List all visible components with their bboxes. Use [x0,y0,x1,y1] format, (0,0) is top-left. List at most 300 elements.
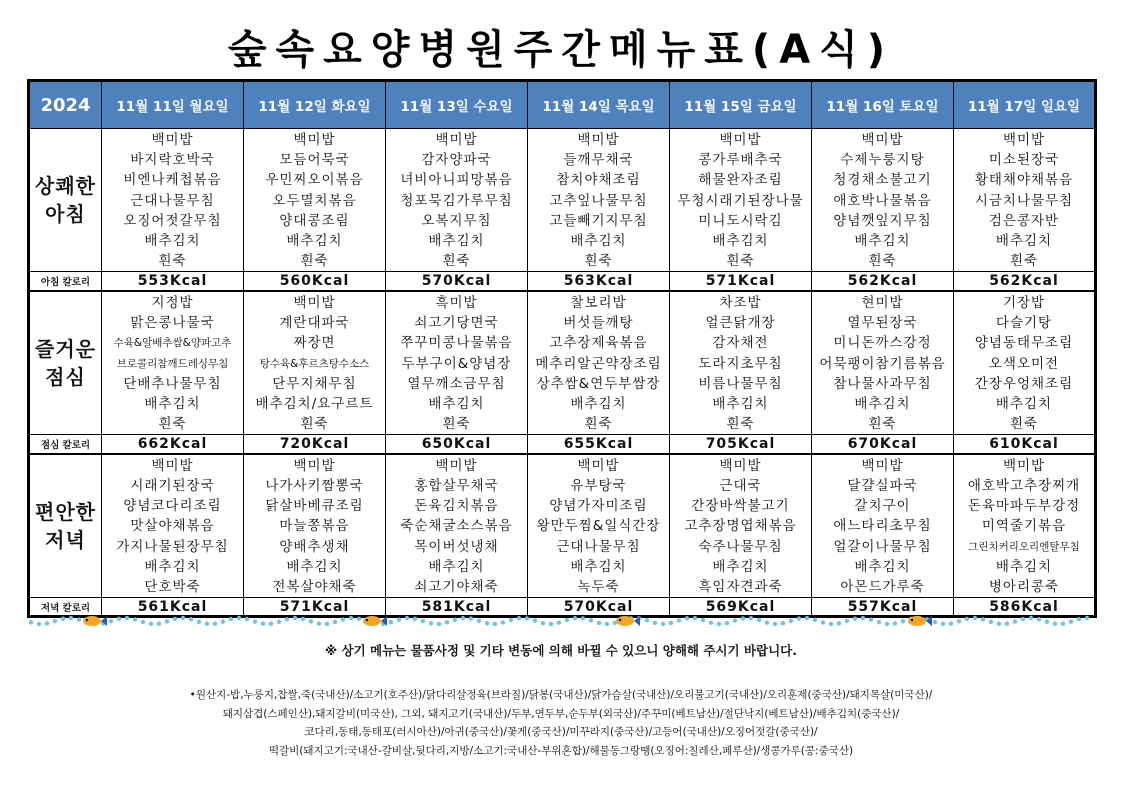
bubble-dot [37,622,41,626]
bubble-dot [309,619,313,623]
menu-cell [954,454,1096,598]
menu-item: 애느타리초무침 [833,518,932,535]
bubble-dot [829,622,833,626]
menu-cell [670,454,812,598]
bubble-dot [533,618,537,622]
day-header: 11월 11일 월요일 [102,81,244,129]
breakfast-calorie-row [29,272,1096,291]
bubble-dot [797,616,801,620]
menu-item: 황태채야채볶음 [974,172,1074,189]
bubble-dot [341,617,345,621]
bubble-dot [853,616,857,620]
bubble-dot [949,621,953,625]
calorie-value: 571Kcal [670,272,812,291]
menu-item: 오두멸치볶음 [272,192,357,209]
menu-item: 도라지초무침 [698,355,783,372]
bubble-dot [1061,622,1065,626]
bubble-dot [405,616,409,620]
day-header: 11월 16일 토요일 [812,81,954,129]
bubble-dot [589,618,593,622]
bubble-dot [605,622,609,626]
calorie-label: 점심 칼로리 [29,435,102,454]
bubble-dot [869,617,873,621]
menu-item: 짜장면 [293,335,336,352]
menu-item: 메추리알곤약장조림 [535,355,662,372]
menu-cell [102,129,244,272]
bubble-dot [573,616,577,620]
menu-item: 두부구이&양념장 [401,355,512,372]
menu-item: 백미밥 [293,132,336,148]
calorie-value: 561Kcal [102,598,244,617]
bubble-dot [461,616,465,620]
menu-item: 애호박고추장찌개 [967,478,1081,495]
bubble-dot [181,616,185,620]
bubble-dot [453,618,457,622]
menu-item: 비름나물무침 [698,375,783,392]
menu-item: 간장바싹불고기 [691,498,790,515]
menu-item: 배추김치 [854,558,911,575]
calorie-value: 586Kcal [954,598,1096,617]
menu-item: 오색오미전 [988,355,1060,372]
menu-item: 돈육마파두부강정 [967,498,1081,515]
menu-item: 브로콜리참깨드레싱무침 [116,357,229,370]
bubble-dot [933,620,937,624]
menu-item: 왕만두찜&일식간장 [536,518,661,535]
bubble-dot [429,621,433,625]
menu-cell [244,291,386,435]
menu-item: 쇠고기야채죽 [414,579,499,596]
menu-item: 애호박나물볶음 [833,192,932,209]
menu-cell [812,291,954,435]
meal-label-line: 아침 [45,202,86,227]
calorie-label: 저녁 칼로리 [29,598,102,617]
menu-item: 기장밥 [1002,294,1046,311]
meal-label-line: 즐거운 [35,337,96,362]
menu-cell [670,129,812,272]
bubble-dot [957,619,961,623]
menu-item: 나가사키짬뽕국 [265,478,364,495]
calorie-value: 560Kcal [244,272,386,291]
menu-item: 흰죽 [300,253,329,270]
menu-item: 콩가루배추국 [698,152,783,169]
bubble-dot [485,621,489,625]
bubble-dot [413,617,417,621]
bubble-dot [645,618,649,622]
bubble-dot [69,616,73,620]
bubble-dot [517,616,521,620]
bubble-dot [581,616,585,620]
menu-item: 양념코다리조림 [123,498,222,515]
menu-item: 버섯들깨탕 [563,315,634,332]
calorie-value: 562Kcal [812,272,954,291]
menu-item: 닭살바베큐조림 [265,498,364,515]
calorie-value: 562Kcal [954,272,1096,291]
bubble-dot [253,619,257,623]
meal-label [29,291,102,435]
header-row [29,81,1096,129]
menu-item: 배추김치 [712,395,769,412]
bubble-dot [389,620,393,624]
bubble-dot [685,616,689,620]
menu-item: 아몬드가루죽 [840,579,925,596]
bubble-dot [157,621,161,625]
bubble-dot [269,622,273,626]
menu-item: 백미밥 [861,132,904,148]
bubble-dot [245,617,249,621]
bubble-dot [1053,622,1057,626]
lunch-row [29,291,1096,435]
menu-item: 무청시래기된장나물 [677,192,804,209]
menu-item: 얼큰닭개장 [705,315,776,332]
menu-cell [670,291,812,435]
bubble-dot [973,616,977,620]
menu-item: 흑미밥 [435,294,478,311]
calorie-value: 570Kcal [528,598,670,617]
bubble-dot [277,620,281,624]
menu-item: 목이버섯냉채 [414,538,499,555]
meal-label [29,454,102,598]
menu-item: 백미밥 [151,457,194,474]
bubble-dot [1077,617,1081,621]
bubble-dot [877,620,881,624]
bubble-dot [165,619,169,623]
bubble-dot [493,622,497,626]
bubble-dot [477,619,481,623]
menu-item: 돈육김치볶음 [414,498,499,515]
menu-item: 쭈꾸미콩나물볶음 [400,335,513,352]
bubble-dot [965,617,969,621]
bubble-dot [677,618,681,622]
menu-item: 감자양파국 [421,152,492,169]
bubble-dot [221,619,225,623]
menu-item: 고들빼기지무침 [549,212,648,229]
menu-item: 가지나물된장무침 [116,538,229,555]
menu-item: 들깨무채국 [563,152,634,169]
menu-item: 단무지채무침 [272,375,357,392]
origin-line: 떡갈비(돼지고기:국내산-갈비살,뒷다리,지방/소고기:국내산-부위혼합)/해물동그랑땡(오징어:칠레산,페루산)/생콩가루(콩:중국산) [268,744,854,757]
menu-item: 배추김치 [712,558,769,575]
calorie-value: 670Kcal [812,435,954,454]
menu-item: 백미밥 [293,294,336,311]
menu-cell [528,129,670,272]
bubble-dot [741,616,745,620]
menu-cell [102,454,244,598]
calorie-value: 610Kcal [954,435,1096,454]
menu-item: 오징어젓갈무침 [123,212,222,229]
wave-decoration [27,614,1097,628]
menu-cell [386,291,528,435]
weekly-menu-table [27,79,1097,618]
bubble-dot [885,622,889,626]
menu-item: 배추김치 [286,558,343,575]
bubble-dot [333,620,337,624]
bubble-dot [133,617,137,621]
calorie-value: 563Kcal [528,272,670,291]
calorie-value: 569Kcal [670,598,812,617]
bubble-dot [773,622,777,626]
menu-item: 흰죽 [158,253,187,270]
bubble-dot [557,620,561,624]
menu-item: 상추쌈&연두부쌈장 [536,375,661,392]
menu-item: 우민찌오이볶음 [265,172,364,189]
menu-item: 죽순채굴소스볶음 [400,518,513,535]
bubble-dot [53,619,57,623]
bubble-dot [469,616,473,620]
menu-item: 근대국 [719,478,762,495]
meal-label-line: 저녁 [45,528,86,553]
menu-item: 백미밥 [151,132,194,148]
menu-item: 지정밥 [151,294,194,311]
bubble-dot [845,619,849,623]
menu-item: 배추김치 [854,395,911,412]
bubble-dot [29,620,33,624]
menu-item: 마늘쫑볶음 [279,518,350,535]
menu-item: 미소된장국 [988,152,1060,169]
bubble-dot [749,616,753,620]
notice-text: ※ 상기 메뉴는 물품사정 및 기타 변동에 의해 바뀔 수 있으니 양해해 주시기 바랍니다. [325,643,797,658]
bubble-dot [205,622,209,626]
menu-cell [244,454,386,598]
menu-item: 시금치나물무침 [974,192,1074,209]
bubble-dot [981,617,985,621]
dinner-row [29,454,1096,598]
menu-item: 배추김치 [995,233,1053,250]
menu-item: 차조밥 [719,294,762,311]
bubble-dot [549,622,553,626]
menu-item: 배추김치 [428,558,485,575]
menu-item: 갈치구이 [854,498,911,515]
calorie-value: 650Kcal [386,435,528,454]
menu-item: 참치야채조림 [556,172,641,189]
origin-line: 돼지삼겹(스페인산),돼지갈비(미국산), 그외, 돼지고기(국내산)/두부,연두부,순두부(외국산)/주꾸미(베트남산)/절단낙지(베트남산)/배추김치(중국산)/ [222,707,900,720]
menu-item: 배추김치 [144,558,201,575]
calorie-value: 571Kcal [244,598,386,617]
menu-item: 백미밥 [719,132,762,148]
menu-item: 숙주나물무침 [698,538,783,555]
menu-item: 얼갈이나물무침 [833,538,932,555]
menu-item: 홍합살무채국 [414,478,499,495]
menu-cell [954,291,1096,435]
bubble-dot [189,617,193,621]
bubble-dot [237,616,241,620]
menu-item: 흰죽 [158,416,187,433]
bubble-dot [421,619,425,623]
bubble-dot [733,618,737,622]
year-header: 2024 [29,81,102,129]
bubble-dot [757,618,761,622]
menu-item: 흰죽 [584,416,613,433]
bubble-dot [725,621,729,625]
menu-item: 맑은콩나물국 [130,315,215,332]
bubble-dot [125,616,129,620]
menu-item: 탕수육&후르츠탕수소스 [259,357,370,370]
bubble-dot [149,622,153,626]
bubble-dot [653,621,657,625]
meal-label-line: 편안한 [35,500,96,525]
page-title: 숲속요양병원주간메뉴표(A식) [227,27,895,73]
bubble-dot [357,617,361,621]
bubble-dot [397,617,401,621]
bubble-dot [525,616,529,620]
bubble-dot [1037,617,1041,621]
menu-cell [528,291,670,435]
bubble-dot [77,617,81,621]
bubble-dot [317,621,321,625]
menu-item: 배추김치 [854,233,911,250]
menu-item: 배추김치 [570,395,627,412]
menu-item: 흰죽 [442,253,471,270]
menu-item: 다슬기탕 [995,315,1053,332]
bubble-dot [765,620,769,624]
bubble-dot [901,619,905,623]
calorie-value: 662Kcal [102,435,244,454]
menu-item: 청포묵김가루무침 [400,192,513,209]
fish-icon [908,616,932,626]
menu-item: 감자채전 [712,335,769,352]
bubble-dot [325,622,329,626]
menu-item: 배추김치 [428,395,485,412]
bubble-dot [173,617,177,621]
calorie-value: 655Kcal [528,435,670,454]
menu-item: 흰죽 [584,253,613,270]
day-header: 11월 14일 목요일 [528,81,670,129]
menu-cell [386,454,528,598]
bubble-dot [1021,617,1025,621]
menu-item: 쇠고기당면국 [414,315,499,332]
calorie-value: 557Kcal [812,598,954,617]
bubble-dot [445,620,449,624]
bubble-dot [1005,621,1009,625]
menu-item: 비엔나케첩볶음 [123,172,222,189]
bubble-dot [61,617,65,621]
menu-cell [386,129,528,272]
menu-item: 전복살야채죽 [272,579,357,596]
menu-item: 흑임자견과죽 [698,579,783,596]
menu-item: 배추김치 [144,395,201,412]
day-header: 11월 12일 화요일 [244,81,386,129]
bubble-dot [197,620,201,624]
bubble-dot [285,617,289,621]
menu-item: 배추김치 [286,233,343,250]
menu-item: 흰죽 [868,416,897,433]
menu-item: 배추김치 [995,558,1053,575]
menu-item: 근대나물무침 [556,538,641,555]
menu-item: 그린치커리오리엔탈무침 [968,540,1080,553]
bubble-dot [437,622,441,626]
menu-item: 배추김치 [995,395,1053,412]
menu-item: 백미밥 [1002,132,1046,148]
menu-item: 해물완자조림 [698,172,783,189]
bubble-dot [661,622,665,626]
bubble-dot [597,621,601,625]
origin-line: •원산지-밥,누룽지,찹쌀,죽(국내산)/소고기(호주산)/닭다리살정육(브라질)/닭봉(국내산)/닭가슴살(국내산)/오리불고기(국내산)/오리훈제(중국산)/돼지목살(미국산)/ [189,689,933,701]
menu-item: 바지락호박국 [130,152,215,169]
menu-item: 참나물사과무침 [833,375,932,392]
fish-icon [616,616,640,626]
bubble-dot [501,620,505,624]
menu-cell [244,129,386,272]
bubble-dot [813,618,817,622]
calorie-value: 570Kcal [386,272,528,291]
menu-item: 현미밥 [861,294,904,311]
menu-item: 양념가자미조림 [549,498,648,515]
menu-cell [528,454,670,598]
menu-item: 양대콩조림 [279,212,350,229]
menu-item: 단호박죽 [144,579,201,596]
menu-item: 고추장명엽채볶음 [684,518,797,535]
menu-item: 백미밥 [861,457,904,474]
menu-item: 열무된장국 [847,315,918,332]
bubble-dot [941,622,945,626]
menu-item: 맛살야채볶음 [130,518,215,535]
bubble-dot [893,621,897,625]
bubble-dot [997,622,1001,626]
menu-cell [954,129,1096,272]
menu-item: 배추김치 [144,233,201,250]
bubble-dot [669,621,673,625]
origin-line: 코다리,동태,동태포(러시아산)/아귀(중국산)/꽃게(중국산)/미꾸라지(중국산)/고등어(국내산)/오징어젓갈(중국산)/ [304,726,818,738]
menu-item: 시래기된장국 [130,478,215,495]
menu-item: 청경채소불고기 [833,172,932,189]
menu-item: 백미밥 [435,132,478,148]
menu-item: 녀비아니피망볶음 [400,172,513,189]
menu-item: 흰죽 [1009,416,1039,433]
menu-item: 양배추생채 [279,538,350,555]
day-header: 11월 17일 일요일 [954,81,1096,129]
bubble-dot [109,619,113,623]
menu-item: 고추장제육볶음 [549,335,648,352]
menu-item: 녹두죽 [577,579,620,596]
menu-item: 백미밥 [577,132,620,148]
menu-item: 모듬어묵국 [279,152,350,169]
calorie-value: 581Kcal [386,598,528,617]
menu-item: 흰죽 [300,416,329,433]
menu-item: 흰죽 [442,416,471,433]
menu-item: 어묵팽이참기름볶음 [819,355,946,372]
bubble-dot [213,621,217,625]
menu-item: 병아리콩죽 [988,579,1060,596]
menu-item: 미니도시락김 [698,212,783,229]
menu-item: 백미밥 [719,457,762,474]
bubble-dot [789,619,793,623]
menu-item: 달걀실파국 [847,478,918,495]
menu-item: 열무깨소금무침 [407,375,506,392]
meal-label-line: 점심 [45,365,86,390]
menu-item: 고추잎나물무침 [549,192,648,209]
bubble-dot [565,618,569,622]
menu-cell [812,129,954,272]
lunch-calorie-row [29,435,1096,454]
menu-item: 흰죽 [726,253,755,270]
bubble-dot [861,616,865,620]
calorie-value: 705Kcal [670,435,812,454]
menu-item: 배추김치/요구르트 [255,395,374,412]
menu-item: 배추김치 [428,233,485,250]
bubble-dot [701,618,705,622]
bubble-dot [301,617,305,621]
meal-label-line: 상쾌한 [35,174,96,199]
calorie-label: 아침 칼로리 [29,272,102,291]
menu-item: 배추김치 [570,558,627,575]
calorie-value: 720Kcal [244,435,386,454]
bubble-dot [1029,616,1033,620]
menu-item: 백미밥 [293,457,336,474]
bubble-dot [717,622,721,626]
bubble-dot [141,620,145,624]
bubble-dot [1013,619,1017,623]
bubble-dot [261,621,265,625]
day-header: 11월 15일 금요일 [670,81,812,129]
